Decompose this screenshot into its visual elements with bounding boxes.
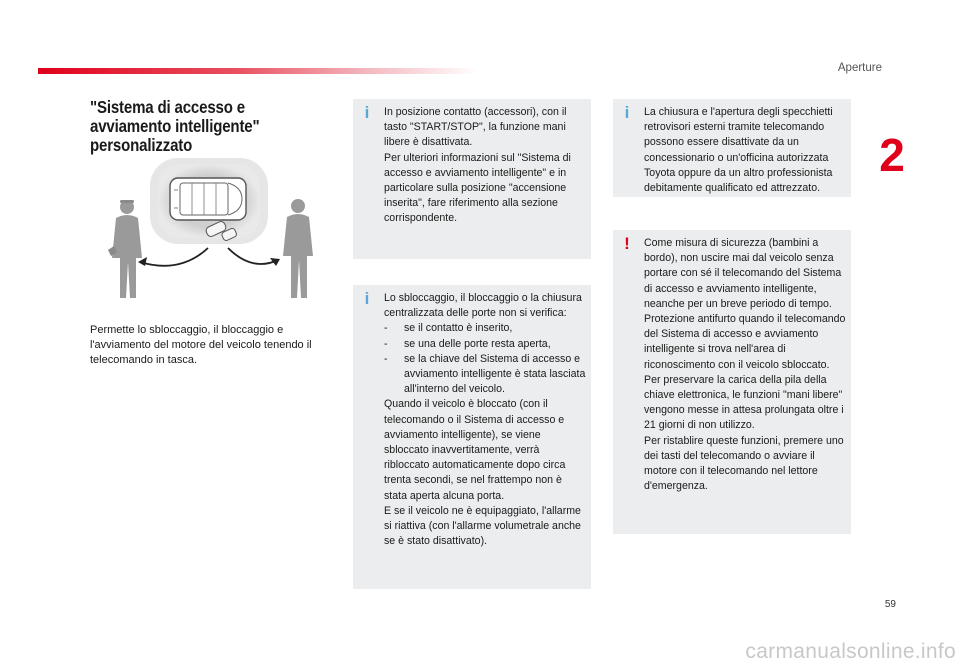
watermark: carmanualsonline.info bbox=[745, 640, 956, 663]
car-top-view-icon bbox=[170, 178, 246, 220]
note-paragraph: Per ulteriori informazioni sul "Sistema di accesso e avviamento intelligente" e in particolare sulla posizione "accensione inserita", fare riferimento alla sezione corrispondente. bbox=[384, 151, 571, 225]
note-paragraph: Per ristablire queste funzioni, premere uno dei tasti del telecomando o avviare il motore con il telecomando nel lettore d'emergenza. bbox=[644, 434, 844, 493]
info-note-start-stop bbox=[353, 99, 591, 259]
note-paragraph: Protezione antifurto quando il telecomando del Sistema di accesso e avviamento intelligente si trova nell'area di riconoscimento con il veicolo sbloccato. bbox=[644, 313, 846, 371]
list-item bbox=[384, 321, 587, 336]
person-left-icon bbox=[108, 200, 142, 298]
page-number: 59 bbox=[884, 599, 896, 610]
note-paragraph: Per preservare la carica della pila della chiave elettronica, le funzioni "mani libere" vengono messe in attesa prolungata oltre i 21 giorni di non utilizzo. bbox=[644, 373, 844, 432]
info-icon: i bbox=[624, 103, 630, 122]
note-paragraph: In posizione contatto (accessori), con il tasto "START/STOP", la funzione mani libere è disattivata. bbox=[384, 106, 567, 149]
info-note-mirrors bbox=[613, 99, 851, 197]
keyless-entry-illustration bbox=[100, 150, 320, 310]
list-item-text: se una delle porte resta aperta, bbox=[404, 337, 551, 350]
list-item-text: se il contatto è inserito, bbox=[404, 322, 513, 335]
warning-note-safety bbox=[613, 230, 851, 534]
info-icon: i bbox=[364, 289, 370, 308]
note-paragraph: Come misura di sicurezza (bambini a bordo), non uscire mai dal veicolo senza portare con sé il telecomando del Sistema di accesso e avviamento intelligente, neanche per un breve periodo di tempo. bbox=[644, 237, 842, 310]
note-paragraph: Quando il veicolo è bloccato (con il telecomando o il Sistema di accesso e avviamento intelligente), se viene sbloccato inavvertitamente, verrà ribloccato automaticamente dopo circa trenta secondi, se nel frattempo non è stata aperta alcuna porta. bbox=[384, 398, 566, 502]
chapter-number: 2 bbox=[879, 129, 905, 181]
info-icon: i bbox=[364, 103, 370, 122]
note-paragraph: E se il veicolo ne è equipaggiato, l'allarme si riattiva (con l'allarme volumetrale anche se è stato disattivato). bbox=[384, 504, 581, 548]
info-note-locking bbox=[353, 285, 591, 589]
section-title: Aperture bbox=[837, 62, 882, 74]
list-item-text: se la chiave del Sistema di accesso e avviamento intelligente è stata lasciata all'interno del veicolo. bbox=[404, 352, 586, 396]
list-dash: - bbox=[384, 322, 388, 335]
page-title: "Sistema di accesso e avviamento intelligente" personalizzato bbox=[90, 97, 260, 155]
intro-text: Permette lo sbloccaggio, il bloccaggio e l'avviamento del motore del veicolo tenendo il telecomando in tasca. bbox=[90, 324, 312, 366]
list-dash: - bbox=[384, 352, 388, 365]
person-right-icon bbox=[283, 199, 313, 298]
list-item bbox=[384, 352, 587, 398]
range-arrows-icon bbox=[138, 248, 280, 266]
note-paragraph: La chiusura e l'apertura degli specchietti retrovisori esterni tramite telecomando possono essere disattivate da un concessionario o un'officina autorizzata Toyota oppure da un altro professionista debitamente qualificato ed attrezzato. bbox=[644, 106, 833, 195]
list-item bbox=[384, 337, 587, 352]
header-red-bar bbox=[38, 68, 478, 74]
warning-icon: ! bbox=[624, 234, 630, 253]
note-paragraph: Lo sbloccaggio, il bloccaggio o la chiusura centralizzata delle porte non si verifica: bbox=[384, 292, 582, 320]
list-dash: - bbox=[384, 337, 388, 350]
